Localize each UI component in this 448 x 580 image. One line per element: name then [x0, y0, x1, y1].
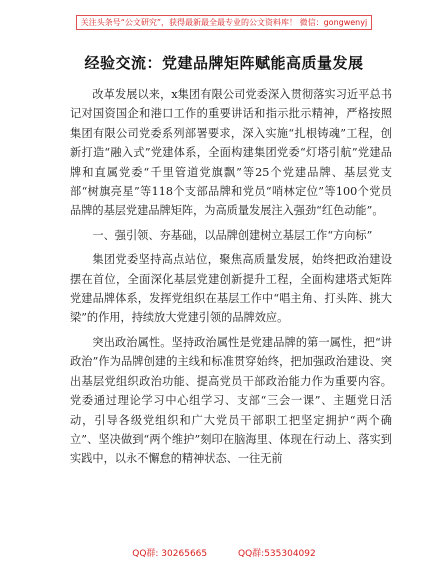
paragraph-3: 突出政治属性。坚持政治属性是党建品牌的第一属性，把“讲政治”作为品牌创建的主线和标准贯穿始终，把加强政治建设、突出基层党组织政治功能、提高党员干部政治能力作为重要内容。党委通过理论学习中心组学习、支部“三会一课”、主题党日活动，引导各级党组织和广大党员干部职工把坚定拥护“两个确立”、坚决做到“两个维护”刻印在脑海里、体现在行动上、落实到实践中，以永不懈怠的精神状态、一往无前 — [70, 335, 392, 466]
footer-qq-1: QQ群: 30265665 — [132, 549, 208, 559]
document-title: 经验交流：党建品牌矩阵赋能高质量发展 — [84, 54, 364, 72]
paragraph-intro: 改革发展以来，x集团有限公司党委深入贯彻落实习近平总书记对国资国企和港口工作的重要讲话和指示批示精神，严格按照集团有限公司党委系列部署要求，深入实施“扎根铸魂”工程，创新打造“融入式”党建体系，全面构建集团党委“灯塔引航”党建品牌和直属党委“千里管道党旗飘”等25个党建品牌、基层党支部“树旗亮星”等118个支部品牌和党员“哨林定位”等100个党员品牌的基层党建品牌矩阵，为高质量发展注入强劲“红色动能”。 — [70, 88, 392, 218]
document-body — [70, 85, 392, 469]
section-heading-1: 一、强引领、夯基础，以品牌创建树立基层工作“方向标” — [92, 228, 373, 242]
footer-contact — [0, 546, 448, 559]
banner-text: 关注头条号“公文研究”，获得最新最全最专业的公文资料库！ 微信：gongwenyj — [76, 15, 372, 30]
paragraph-2: 集团党委坚持高点站位，聚焦高质量发展，始终把政治建设摆在首位，全面深化基层党建创新提升工程，全面构建塔式矩阵党建品牌体系，发挥党组织在基层工作中“唱主角、打头阵、挑大梁”的作用，持续放大党建引领的品牌效应。 — [70, 253, 392, 325]
footer-qq-2: QQ群:535304092 — [238, 549, 316, 559]
header-banner — [0, 10, 448, 30]
